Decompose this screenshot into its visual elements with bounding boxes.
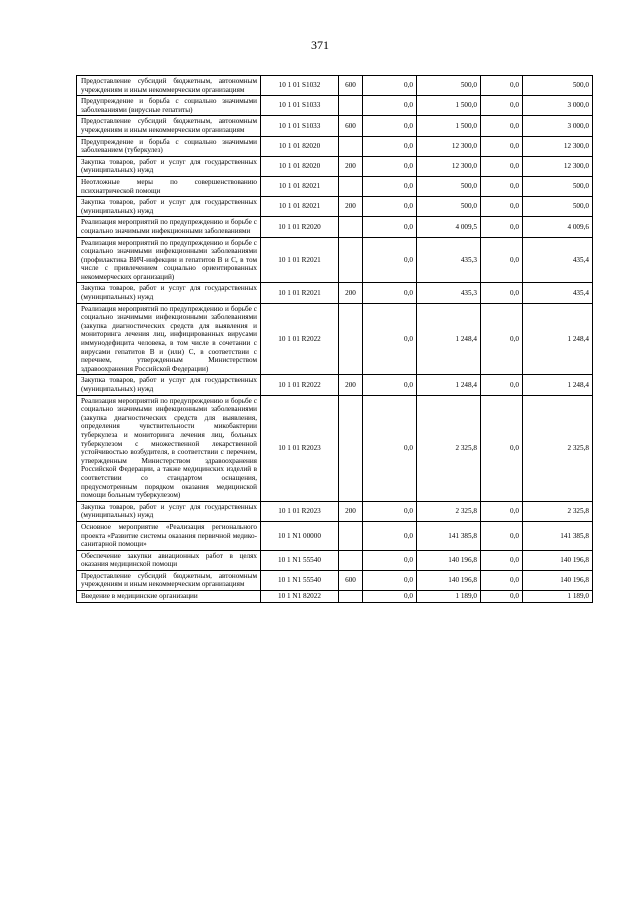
row-value-2-cell: 500,0	[417, 76, 481, 96]
row-value-2-cell: 1 248,4	[417, 303, 481, 375]
row-name-cell: Предупреждение и борьба с социально значимыми заболеваниями (вирусные гепатиты)	[77, 96, 261, 116]
budget-table-body	[77, 76, 593, 603]
row-name-cell: Закупка товаров, работ и услуг для государственных (муниципальных) нужд	[77, 375, 261, 395]
row-code-cell: 10 1 01 82020	[261, 136, 339, 156]
row-value-1-cell: 0,0	[363, 156, 417, 176]
row-value-1-cell: 0,0	[363, 501, 417, 521]
row-code-cell: 10 1 01 82021	[261, 197, 339, 217]
row-name-cell: Реализация мероприятий по предупреждению и борьбе с социально значимыми инфекционными заболеваниями (закупка диагностических средств для выявления и мониторинга лечения лиц, инфицированных вирусами иммунодефицита человека, в том числе в сочетании с вирусами гепатитов В и (или) С, в соответствии с перечнем, утвержденным Министерством здравоохранения Российской Федерации)	[77, 303, 261, 375]
table-row	[77, 156, 593, 176]
row-value-4-cell: 12 300,0	[523, 136, 593, 156]
row-value-4-cell: 500,0	[523, 76, 593, 96]
row-value-1-cell: 0,0	[363, 176, 417, 196]
row-value-2-cell: 1 189,0	[417, 591, 481, 603]
row-value-1-cell: 0,0	[363, 375, 417, 395]
table-row	[77, 283, 593, 303]
table-row	[77, 116, 593, 136]
row-value-2-cell: 1 248,4	[417, 375, 481, 395]
row-value-1-cell: 0,0	[363, 237, 417, 283]
table-row	[77, 136, 593, 156]
table-row	[77, 76, 593, 96]
row-value-4-cell: 4 009,6	[523, 217, 593, 237]
row-value-4-cell: 3 000,0	[523, 116, 593, 136]
table-row	[77, 197, 593, 217]
row-value-2-cell: 4 009,5	[417, 217, 481, 237]
row-value-2-cell: 1 500,0	[417, 116, 481, 136]
row-value-4-cell: 1 189,0	[523, 591, 593, 603]
row-value-1-cell: 0,0	[363, 96, 417, 116]
row-value-1-cell: 0,0	[363, 591, 417, 603]
row-expense-type-cell	[339, 176, 363, 196]
row-code-cell: 10 1 N1 55540	[261, 550, 339, 570]
row-value-4-cell: 1 248,4	[523, 303, 593, 375]
table-row	[77, 217, 593, 237]
row-value-2-cell: 2 325,8	[417, 501, 481, 521]
row-value-2-cell: 2 325,8	[417, 395, 481, 501]
table-row	[77, 375, 593, 395]
row-name-cell: Предоставление субсидий бюджетным, автономным учреждениям и иным некоммерческим организациям	[77, 76, 261, 96]
row-value-3-cell: 0,0	[481, 237, 523, 283]
row-value-4-cell: 500,0	[523, 176, 593, 196]
row-value-4-cell: 435,4	[523, 283, 593, 303]
row-value-1-cell: 0,0	[363, 395, 417, 501]
row-value-3-cell: 0,0	[481, 197, 523, 217]
table-row	[77, 521, 593, 550]
row-name-cell: Реализация мероприятий по предупреждению и борьбе с социально значимыми инфекционными заболеваниями	[77, 217, 261, 237]
row-code-cell: 10 1 N1 00000	[261, 521, 339, 550]
row-value-1-cell: 0,0	[363, 136, 417, 156]
row-value-3-cell: 0,0	[481, 176, 523, 196]
table-row	[77, 570, 593, 590]
row-code-cell: 10 1 01 R2023	[261, 395, 339, 501]
table-row	[77, 550, 593, 570]
row-name-cell: Закупка товаров, работ и услуг для государственных (муниципальных) нужд	[77, 501, 261, 521]
row-name-cell: Предоставление субсидий бюджетным, автономным учреждениям и иным некоммерческим организациям	[77, 116, 261, 136]
row-value-2-cell: 141 385,8	[417, 521, 481, 550]
row-code-cell: 10 1 01 R2022	[261, 375, 339, 395]
row-code-cell: 10 1 01 82020	[261, 156, 339, 176]
row-value-1-cell: 0,0	[363, 303, 417, 375]
row-value-4-cell: 1 248,4	[523, 375, 593, 395]
table-row	[77, 303, 593, 375]
row-expense-type-cell	[339, 591, 363, 603]
table-row	[77, 96, 593, 116]
row-value-3-cell: 0,0	[481, 76, 523, 96]
row-code-cell: 10 1 01 S1033	[261, 116, 339, 136]
row-value-2-cell: 1 500,0	[417, 96, 481, 116]
row-code-cell: 10 1 01 82021	[261, 176, 339, 196]
row-expense-type-cell	[339, 237, 363, 283]
row-value-3-cell: 0,0	[481, 521, 523, 550]
row-name-cell: Неотложные меры по совершенствованию психиатрической помощи	[77, 176, 261, 196]
row-code-cell: 10 1 01 R2022	[261, 303, 339, 375]
table-row	[77, 501, 593, 521]
row-expense-type-cell: 600	[339, 76, 363, 96]
table-row	[77, 395, 593, 501]
row-value-4-cell: 140 196,8	[523, 550, 593, 570]
table-row	[77, 591, 593, 603]
row-value-3-cell: 0,0	[481, 501, 523, 521]
row-code-cell: 10 1 01 R2021	[261, 283, 339, 303]
row-value-4-cell: 2 325,8	[523, 501, 593, 521]
row-expense-type-cell	[339, 395, 363, 501]
row-value-3-cell: 0,0	[481, 217, 523, 237]
row-value-2-cell: 12 300,0	[417, 156, 481, 176]
row-value-1-cell: 0,0	[363, 217, 417, 237]
row-value-4-cell: 435,4	[523, 237, 593, 283]
row-value-1-cell: 0,0	[363, 283, 417, 303]
row-value-3-cell: 0,0	[481, 116, 523, 136]
row-value-3-cell: 0,0	[481, 156, 523, 176]
row-value-3-cell: 0,0	[481, 375, 523, 395]
row-name-cell: Введение в медицинские организации	[77, 591, 261, 603]
row-expense-type-cell: 200	[339, 375, 363, 395]
row-expense-type-cell	[339, 136, 363, 156]
row-value-4-cell: 140 196,8	[523, 570, 593, 590]
row-value-1-cell: 0,0	[363, 197, 417, 217]
page-number: 371	[311, 38, 329, 52]
row-value-2-cell: 500,0	[417, 197, 481, 217]
row-value-3-cell: 0,0	[481, 591, 523, 603]
row-value-3-cell: 0,0	[481, 550, 523, 570]
row-expense-type-cell	[339, 217, 363, 237]
row-value-3-cell: 0,0	[481, 96, 523, 116]
row-value-4-cell: 141 385,8	[523, 521, 593, 550]
row-value-4-cell: 12 300,0	[523, 156, 593, 176]
row-value-4-cell: 3 000,0	[523, 96, 593, 116]
table-row	[77, 176, 593, 196]
row-code-cell: 10 1 01 S1032	[261, 76, 339, 96]
row-expense-type-cell: 200	[339, 197, 363, 217]
row-expense-type-cell: 200	[339, 283, 363, 303]
row-value-3-cell: 0,0	[481, 395, 523, 501]
row-expense-type-cell	[339, 550, 363, 570]
row-code-cell: 10 1 01 R2023	[261, 501, 339, 521]
row-value-3-cell: 0,0	[481, 303, 523, 375]
row-code-cell: 10 1 N1 55540	[261, 570, 339, 590]
row-name-cell: Предоставление субсидий бюджетным, автономным учреждениям и иным некоммерческим организациям	[77, 570, 261, 590]
row-value-3-cell: 0,0	[481, 570, 523, 590]
row-value-1-cell: 0,0	[363, 570, 417, 590]
row-value-2-cell: 140 196,8	[417, 570, 481, 590]
row-code-cell: 10 1 01 R2021	[261, 237, 339, 283]
row-value-3-cell: 0,0	[481, 283, 523, 303]
row-value-2-cell: 435,3	[417, 283, 481, 303]
row-expense-type-cell	[339, 303, 363, 375]
row-expense-type-cell	[339, 521, 363, 550]
row-code-cell: 10 1 01 S1033	[261, 96, 339, 116]
row-name-cell: Основное мероприятие «Реализация регионального проекта «Развитие системы оказания первичной медико-санитарной помощи»	[77, 521, 261, 550]
row-value-4-cell: 2 325,8	[523, 395, 593, 501]
row-value-1-cell: 0,0	[363, 550, 417, 570]
row-value-1-cell: 0,0	[363, 116, 417, 136]
row-name-cell: Закупка товаров, работ и услуг для государственных (муниципальных) нужд	[77, 156, 261, 176]
row-name-cell: Реализация мероприятий по предупреждению и борьбе с социально значимыми инфекционными заболеваниями (профилактика ВИЧ-инфекции и гепатитов В и С, в том числе с привлечением социально ориентированных некоммерческих организаций)	[77, 237, 261, 283]
table-row	[77, 237, 593, 283]
row-name-cell: Реализация мероприятий по предупреждению и борьбе с социально значимыми инфекционными заболеваниями (закупка диагностических средств для выявления, определения чувствительности микобактерии туберкулеза и мониторинга лечения лиц, больных туберкулезом с множественной лекарственной устойчивостью возбудителя, в соответствии с перечнем, утвержденным Министерством здравоохранения Российской Федерации, а также медицинских изделий в соответствии со стандартом оснащения, предусмотренным порядком оказания медицинской помощи больным туберкулезом)	[77, 395, 261, 501]
row-value-4-cell: 500,0	[523, 197, 593, 217]
row-value-1-cell: 0,0	[363, 521, 417, 550]
row-expense-type-cell: 600	[339, 116, 363, 136]
row-code-cell: 10 1 01 R2020	[261, 217, 339, 237]
row-expense-type-cell: 200	[339, 501, 363, 521]
row-value-1-cell: 0,0	[363, 76, 417, 96]
row-value-2-cell: 12 300,0	[417, 136, 481, 156]
row-value-2-cell: 140 196,8	[417, 550, 481, 570]
row-expense-type-cell: 600	[339, 570, 363, 590]
row-code-cell: 10 1 N1 82022	[261, 591, 339, 603]
row-value-3-cell: 0,0	[481, 136, 523, 156]
row-value-2-cell: 435,3	[417, 237, 481, 283]
row-name-cell: Закупка товаров, работ и услуг для государственных (муниципальных) нужд	[77, 197, 261, 217]
row-value-2-cell: 500,0	[417, 176, 481, 196]
budget-table	[76, 75, 593, 603]
row-name-cell: Предупреждение и борьба с социально значимыми заболеванием (туберкулез)	[77, 136, 261, 156]
row-name-cell: Обеспечение закупки авиационных работ в целях оказания медицинской помощи	[77, 550, 261, 570]
row-expense-type-cell: 200	[339, 156, 363, 176]
row-expense-type-cell	[339, 96, 363, 116]
row-name-cell: Закупка товаров, работ и услуг для государственных (муниципальных) нужд	[77, 283, 261, 303]
